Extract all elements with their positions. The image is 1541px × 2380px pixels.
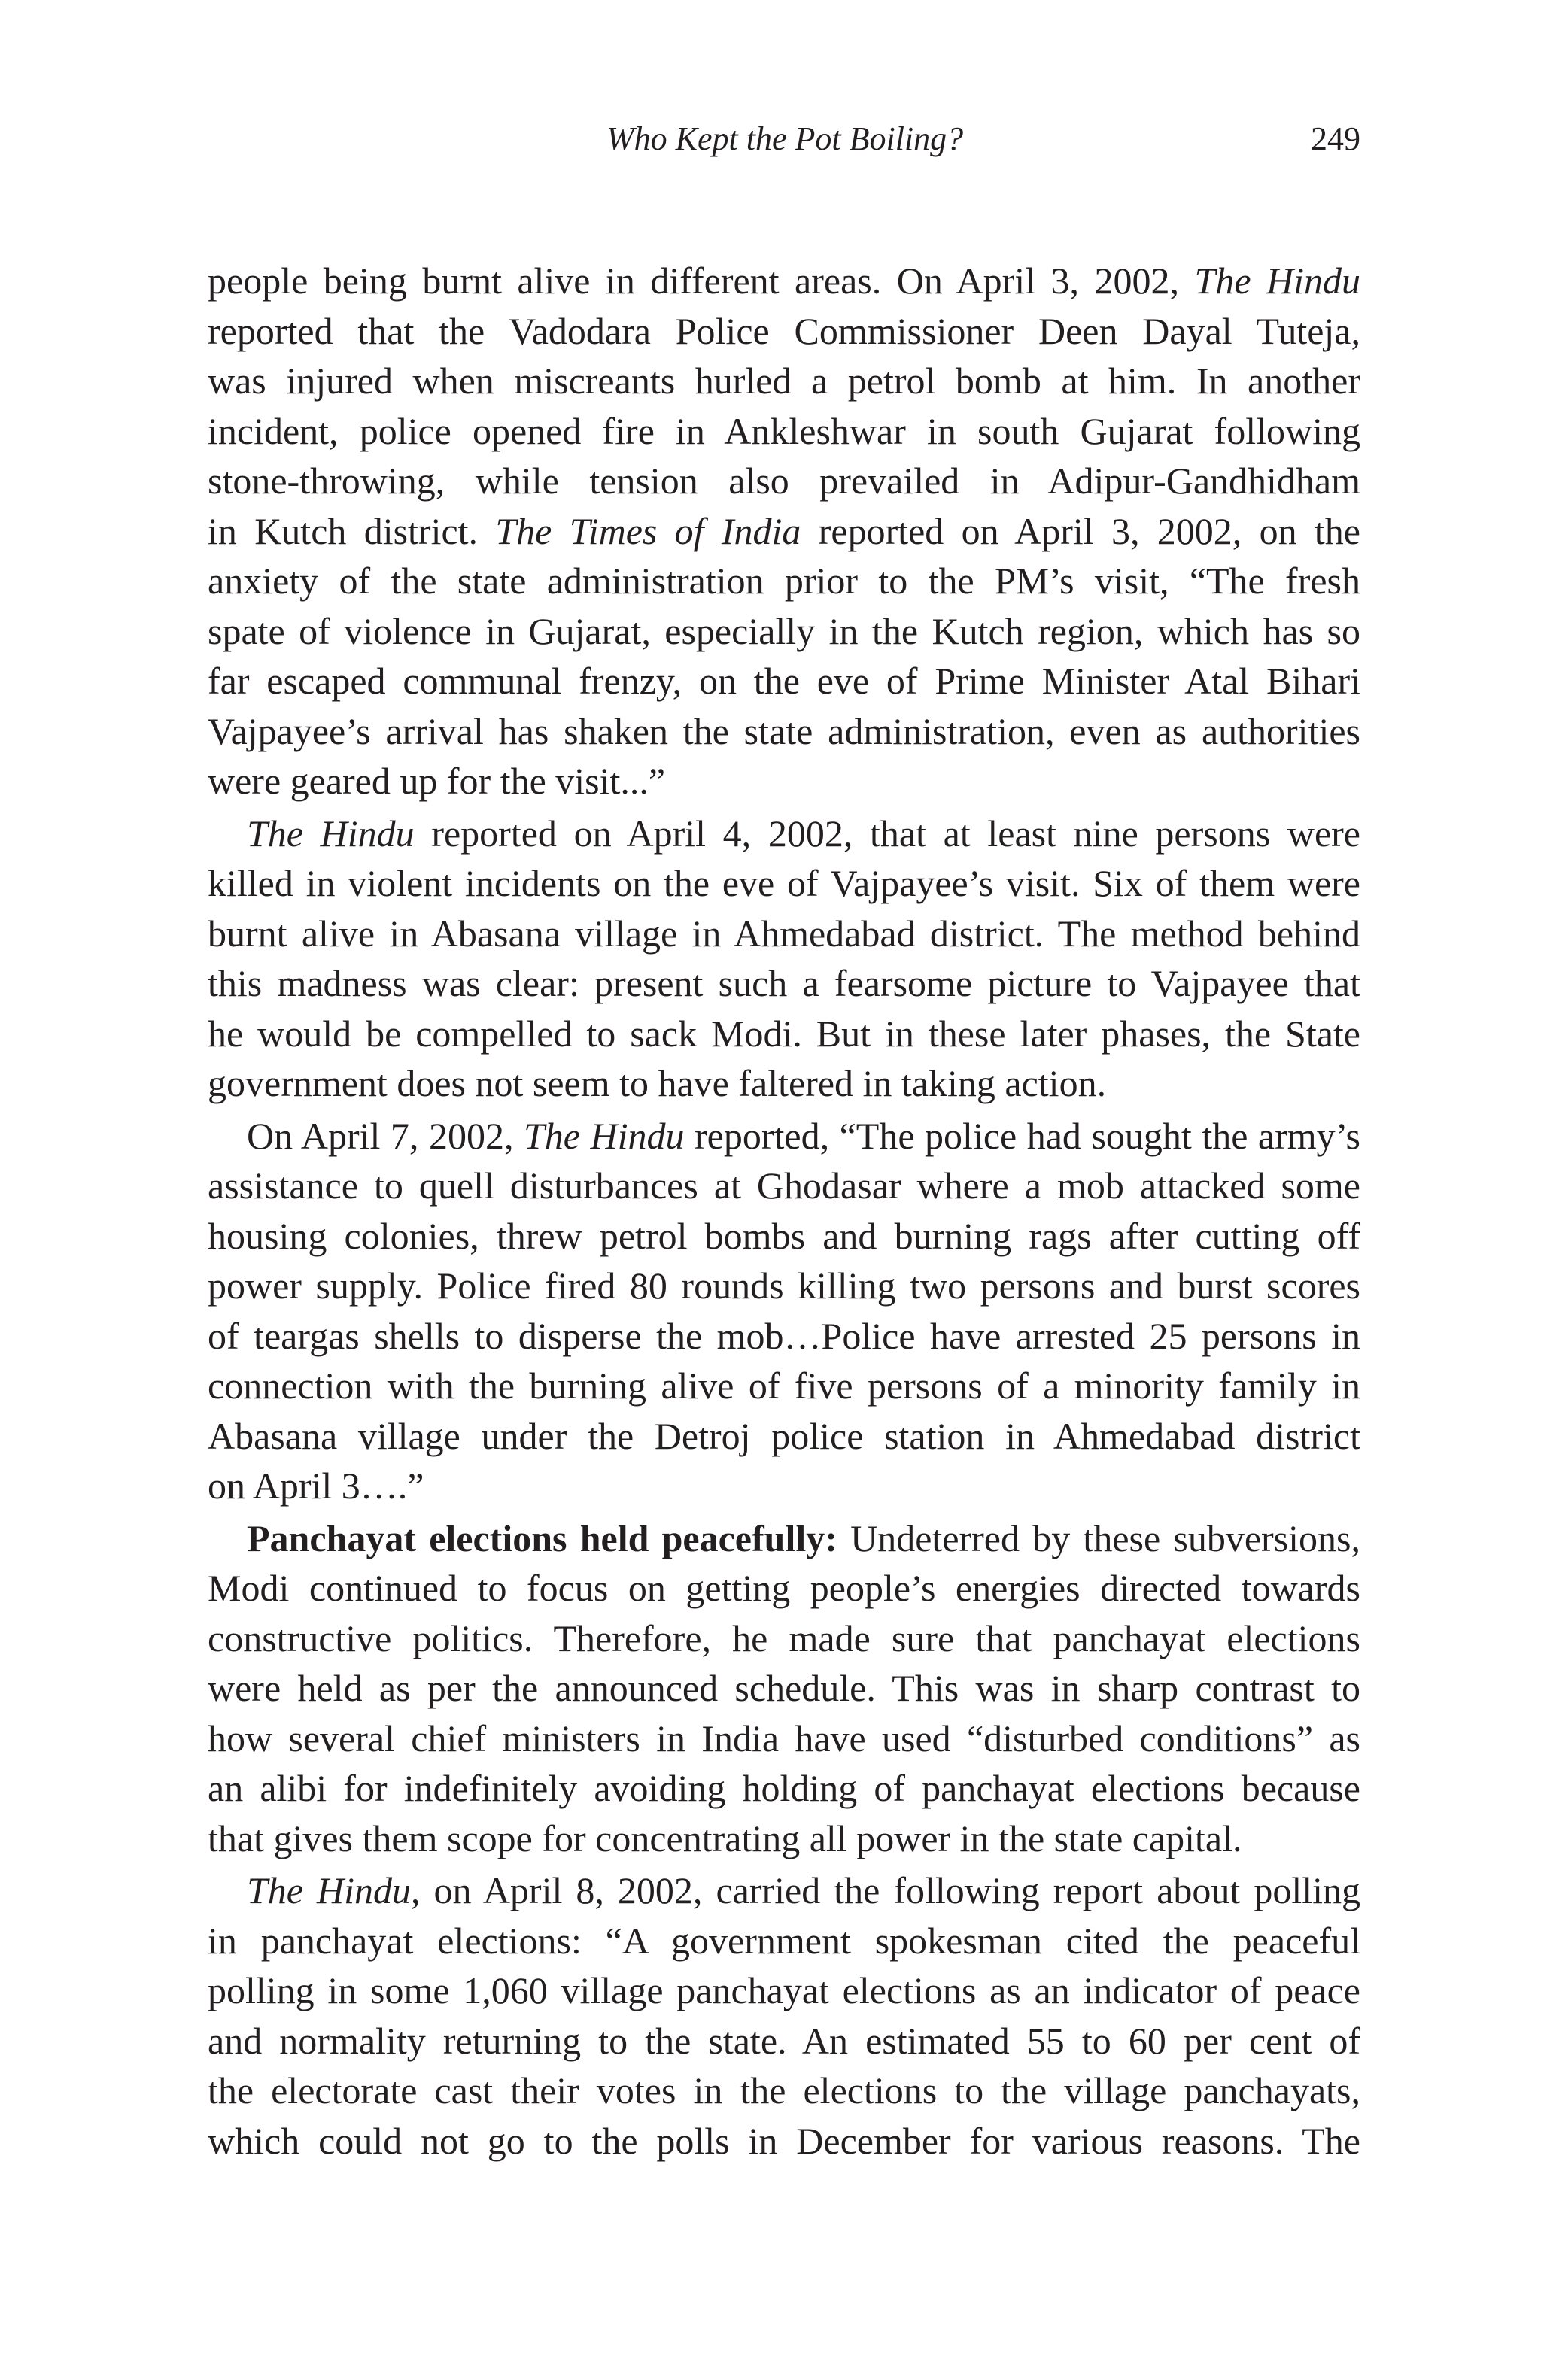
text-line: was injured when miscreants hurled a petrol bomb at him. In another <box>208 360 1360 402</box>
text-line: of teargas shells to disperse the mob…Police have arrested 25 persons in <box>208 1314 1360 1357</box>
text-line: On April 7, 2002, The Hindu reported, “The police had sought the army’s <box>247 1114 1361 1157</box>
text-line: housing colonies, threw petrol bombs and burning rags after cutting off <box>208 1214 1360 1257</box>
text-line: spate of violence in Gujarat, especially in the Kutch region, which has so <box>208 609 1360 652</box>
text-line: burnt alive in Abasana village in Ahmedabad district. The method behind <box>208 912 1360 955</box>
text-line: stone-throwing, while tension also prevailed in Adipur-Gandhidham <box>208 460 1360 502</box>
text-line: Modi continued to focus on getting people’s energies directed towards <box>208 1567 1360 1609</box>
text-line: he would be compelled to sack Modi. But in these later phases, the State <box>208 1012 1360 1055</box>
text-line: were geared up for the visit...” <box>208 760 666 802</box>
page-header <box>208 117 1360 162</box>
text-line: that gives them scope for concentrating all power in the state capital. <box>208 1817 1242 1859</box>
paragraph <box>208 809 1360 1109</box>
text-line: and normality returning to the state. An estimated 55 to 60 per cent of <box>208 2019 1360 2062</box>
text-line: The Hindu reported on April 4, 2002, that at least nine persons were <box>247 812 1360 855</box>
text-line: which could not go to the polls in December for various reasons. The <box>208 2119 1360 2162</box>
text-line: this madness was clear: present such a fearsome picture to Vajpayee that <box>208 962 1360 1004</box>
text-line: an alibi for indefinitely avoiding holding of panchayat elections because <box>208 1767 1360 1809</box>
text-line: on April 3….” <box>208 1465 424 1507</box>
text-line: far escaped communal frenzy, on the eve of Prime Minister Atal Bihari <box>208 660 1360 702</box>
text-line: constructive politics. Therefore, he made sure that panchayat elections <box>208 1617 1360 1659</box>
text-line: assistance to quell disturbances at Ghodasar where a mob attacked some <box>208 1164 1360 1207</box>
paragraph <box>208 1865 1360 2166</box>
text-line: how several chief ministers in India have used “disturbed conditions” as <box>208 1717 1360 1759</box>
text-line: Vajpayee’s arrival has shaken the state administration, even as authorities <box>208 709 1360 752</box>
text-line: killed in violent incidents on the eve of Vajpayee’s visit. Six of them were <box>208 862 1360 904</box>
text-line: the electorate cast their votes in the elections to the village panchayats, <box>208 2069 1360 2111</box>
text-line: Panchayat elections held peacefully: Undeterred by these subversions, <box>247 1516 1360 1559</box>
text-line: anxiety of the state administration prior to the PM’s visit, “The fresh <box>208 560 1360 602</box>
run-in-heading: Panchayat elections held peacefully: <box>247 1516 837 1559</box>
body-text <box>208 256 1360 2166</box>
publication-title: The Hindu <box>247 812 415 855</box>
page-number: 249 <box>1311 120 1360 157</box>
text-line: in Kutch district. The Times of India reported on April 3, 2002, on the <box>208 509 1360 552</box>
text-line: power supply. Police fired 80 rounds killing two persons and burst scores <box>208 1264 1360 1307</box>
publication-title: The Hindu <box>1194 260 1360 302</box>
publication-title: The Hindu <box>247 1869 412 1911</box>
paragraph <box>208 256 1360 806</box>
running-title: Who Kept the Pot Boiling? <box>606 120 964 157</box>
publication-title: The Times of India <box>495 509 801 552</box>
text-line: reported that the Vadodara Police Commissioner Deen Dayal Tuteja, <box>208 309 1360 352</box>
paragraph <box>208 1513 1360 1864</box>
paragraph <box>208 1111 1360 1511</box>
text-line: were held as per the announced schedule. This was in sharp contrast to <box>208 1667 1360 1709</box>
text-line: government does not seem to have faltered in taking action. <box>208 1062 1107 1104</box>
text-line: The Hindu, on April 8, 2002, carried the following report about polling <box>247 1869 1361 1911</box>
text-line: Abasana village under the Detroj police station in Ahmedabad district <box>208 1414 1360 1457</box>
text-line: polling in some 1,060 village panchayat elections as an indicator of peace <box>208 1969 1360 2011</box>
text-line: people being burnt alive in different areas. On April 3, 2002, The Hindu <box>208 260 1360 302</box>
publication-title: The Hindu <box>523 1114 685 1157</box>
text-line: in panchayat elections: “A government spokesman cited the peaceful <box>208 1919 1360 1962</box>
text-line: connection with the burning alive of five persons of a minority family in <box>208 1365 1360 1407</box>
text-line: incident, police opened fire in Ankleshwar in south Gujarat following <box>208 409 1360 452</box>
